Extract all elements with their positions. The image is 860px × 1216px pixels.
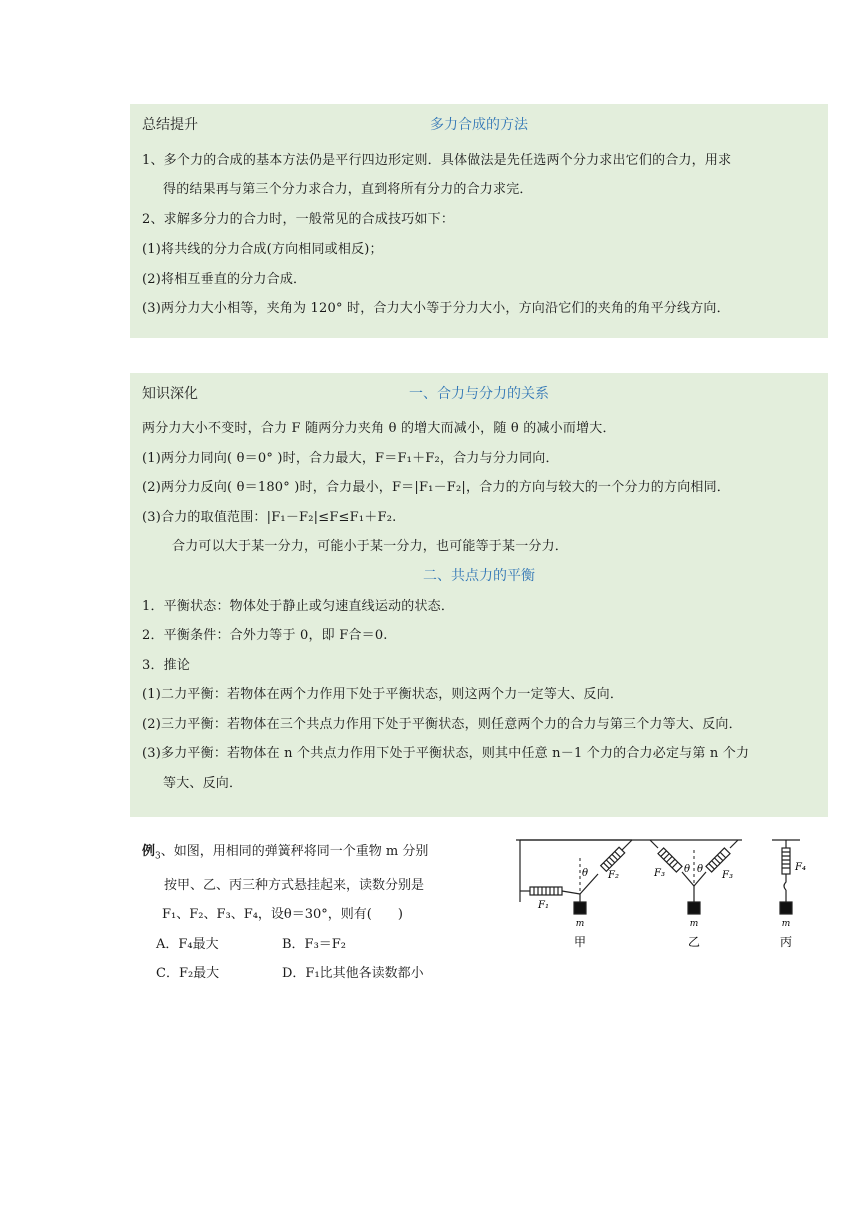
yi-mass: m	[689, 919, 699, 929]
balance-line-6: (3)多力平衡：若物体在 n 个共点力作用下处于平衡状态，则其中任意 n－1 个力的合力必定与第 n 个力	[142, 746, 750, 761]
knowledge-line-1: 两分力大小不变时，合力 F 随两分力夹角 θ 的增大而减小，随 θ 的减小而增大．	[142, 421, 616, 436]
jia-theta: θ	[582, 868, 589, 879]
yi-f3-right: F₃	[722, 870, 733, 881]
option-a: A．F₄最大	[156, 937, 219, 952]
option-b: B．F₃＝F₂	[282, 937, 347, 952]
yi-theta-right: θ	[697, 864, 704, 875]
yi-label: 乙	[687, 935, 701, 949]
example-heading	[142, 840, 428, 862]
knowledge-line-5: 合力可以大于某一分力，可能小于某一分力，也可能等于某一分力．	[172, 539, 569, 554]
example-line-1: 、如图，用相同的弹簧秤将同一个重物 m 分别	[160, 844, 429, 859]
bing-mass: m	[781, 919, 791, 929]
balance-line-4: (1)二力平衡：若物体在两个力作用下处于平衡状态，则这两个力一定等大、反向．	[142, 687, 624, 702]
balance-line-2: 2．平衡条件：合外力等于 0，即 F合＝0.	[142, 628, 388, 643]
jia-label: 甲	[573, 935, 587, 949]
example-problem	[142, 838, 482, 981]
bing-label: 丙	[779, 935, 793, 949]
knowledge-line-3: (2)两分力反向( θ＝180° )时，合力最小，F＝|F₁－F₂|，合力的方向与较大的一个分力的方向相同．	[142, 480, 731, 495]
example-line-3: F₁、F₂、F₃、F₄，设θ＝30°，则有( )	[162, 907, 403, 922]
yi-theta-left: θ	[684, 864, 691, 875]
yi-f3-left: F₃	[654, 868, 665, 879]
knowledge-tag: 知识深化	[142, 386, 198, 402]
summary-line-1: 1、多个力的合成的基本方法仍是平行四边形定则．具体做法是先任选两个分力求出它们的合力，用求	[142, 153, 732, 168]
balance-line-3: 3．推论	[142, 658, 191, 673]
jia-mass: m	[575, 919, 585, 929]
jia-f2: F₂	[608, 870, 619, 881]
setup-yi	[516, 840, 742, 914]
section-title-2: 二、共点力的平衡	[423, 568, 535, 584]
option-c: C．F₂最大	[156, 966, 220, 981]
option-d: D．F₁比其他各读数都小	[282, 966, 424, 981]
spring-scale-figure	[516, 836, 816, 952]
summary-line-2: 得的结果再与第三个分力求合力，直到将所有分力的合力求完．	[163, 182, 533, 197]
knowledge-line-4: (3)合力的取值范围：|F₁－F₂|≤F≤F₁＋F₂.	[142, 510, 397, 525]
balance-line-1: 1．平衡状态：物体处于静止或匀速直线运动的状态．	[142, 599, 455, 614]
balance-line-5: (2)三力平衡：若物体在三个共点力作用下处于平衡状态，则任意两个力的合力与第三个力等大、反向．	[142, 717, 742, 732]
balance-line-7: 等大、反向．	[163, 776, 243, 791]
summary-tag: 总结提升	[142, 117, 198, 133]
section-title-1: 一、合力与分力的关系	[409, 386, 549, 402]
knowledge-box	[130, 373, 828, 817]
bing-f4: F₄	[795, 862, 806, 873]
example-number: 3	[155, 851, 161, 862]
example-line-2: 按甲、乙、丙三种方式悬挂起来，读数分别是	[164, 878, 425, 893]
summary-line-6: (3)两分力大小相等，夹角为 120° 时，合力大小等于分力大小，方向沿它们的夹角的角平分线方向．	[142, 301, 730, 316]
summary-line-3: 2、求解多分力的合力时，一般常见的合成技巧如下：	[142, 212, 455, 227]
setup-bing	[772, 840, 800, 914]
summary-box	[130, 104, 828, 338]
summary-line-5: (2)将相互垂直的分力合成．	[142, 272, 307, 287]
example-label: 例	[142, 844, 156, 859]
jia-f1: F₁	[538, 900, 549, 911]
summary-title: 多力合成的方法	[430, 117, 528, 133]
summary-line-4: (1)将共线的分力合成(方向相同或相反)；	[142, 242, 383, 257]
knowledge-line-2: (1)两分力同向( θ＝0° )时，合力最大，F＝F₁＋F₂，合力与分力同向．	[142, 451, 559, 466]
